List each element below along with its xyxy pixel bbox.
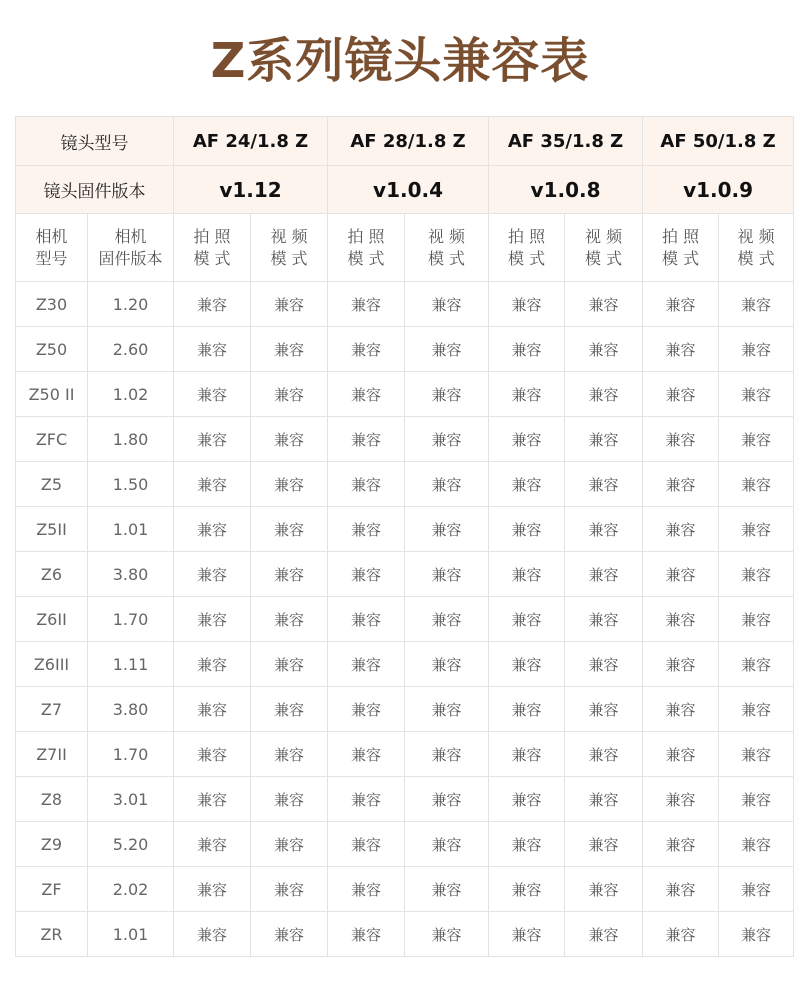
video-compat-cell: 兼容 bbox=[405, 462, 489, 507]
table-row bbox=[16, 867, 794, 912]
camera-model-cell: Z7II bbox=[16, 732, 88, 777]
video-compat-cell: 兼容 bbox=[251, 282, 328, 327]
video-mode-header: 视 频 模 式 bbox=[251, 214, 328, 282]
video-compat-cell: 兼容 bbox=[565, 732, 643, 777]
photo-mode-header: 拍 照 模 式 bbox=[643, 214, 719, 282]
photo-compat-cell: 兼容 bbox=[328, 822, 405, 867]
camera-firmware-cell: 1.02 bbox=[88, 372, 174, 417]
video-compat-cell: 兼容 bbox=[251, 552, 328, 597]
photo-compat-cell: 兼容 bbox=[489, 552, 565, 597]
camera-firmware-cell: 3.80 bbox=[88, 687, 174, 732]
photo-compat-cell: 兼容 bbox=[328, 462, 405, 507]
lens-model-label: 镜头型号 bbox=[16, 117, 174, 166]
video-compat-cell: 兼容 bbox=[719, 822, 794, 867]
photo-compat-cell: 兼容 bbox=[328, 732, 405, 777]
video-compat-cell: 兼容 bbox=[405, 597, 489, 642]
video-compat-cell: 兼容 bbox=[719, 417, 794, 462]
photo-compat-cell: 兼容 bbox=[643, 687, 719, 732]
photo-compat-cell: 兼容 bbox=[174, 777, 251, 822]
camera-firmware-header: 相机 固件版本 bbox=[88, 214, 174, 282]
video-compat-cell: 兼容 bbox=[405, 732, 489, 777]
table-row bbox=[16, 462, 794, 507]
photo-compat-cell: 兼容 bbox=[328, 642, 405, 687]
video-compat-cell: 兼容 bbox=[251, 912, 328, 957]
video-compat-cell: 兼容 bbox=[405, 552, 489, 597]
camera-firmware-cell: 2.60 bbox=[88, 327, 174, 372]
video-compat-cell: 兼容 bbox=[719, 462, 794, 507]
video-compat-cell: 兼容 bbox=[405, 687, 489, 732]
camera-firmware-cell: 1.11 bbox=[88, 642, 174, 687]
photo-compat-cell: 兼容 bbox=[489, 372, 565, 417]
video-compat-cell: 兼容 bbox=[719, 867, 794, 912]
lens-firmware-version: v1.0.9 bbox=[643, 166, 794, 214]
video-compat-cell: 兼容 bbox=[405, 822, 489, 867]
photo-compat-cell: 兼容 bbox=[328, 507, 405, 552]
lens-model-name: AF 50/1.8 Z bbox=[643, 117, 794, 166]
photo-compat-cell: 兼容 bbox=[489, 327, 565, 372]
camera-model-cell: Z8 bbox=[16, 777, 88, 822]
video-compat-cell: 兼容 bbox=[719, 507, 794, 552]
photo-compat-cell: 兼容 bbox=[643, 777, 719, 822]
page-title: Z系列镜头兼容表 bbox=[210, 33, 590, 89]
camera-firmware-cell: 2.02 bbox=[88, 867, 174, 912]
lens-firmware-version: v1.0.4 bbox=[328, 166, 489, 214]
camera-model-cell: Z9 bbox=[16, 822, 88, 867]
camera-model-cell: Z30 bbox=[16, 282, 88, 327]
video-compat-cell: 兼容 bbox=[251, 867, 328, 912]
table-row bbox=[16, 282, 794, 327]
photo-compat-cell: 兼容 bbox=[489, 642, 565, 687]
camera-firmware-cell: 5.20 bbox=[88, 822, 174, 867]
photo-compat-cell: 兼容 bbox=[489, 282, 565, 327]
video-compat-cell: 兼容 bbox=[251, 597, 328, 642]
video-compat-cell: 兼容 bbox=[719, 552, 794, 597]
camera-model-cell: Z6II bbox=[16, 597, 88, 642]
photo-compat-cell: 兼容 bbox=[643, 282, 719, 327]
camera-firmware-cell: 1.50 bbox=[88, 462, 174, 507]
photo-compat-cell: 兼容 bbox=[328, 597, 405, 642]
lens-model-name: AF 35/1.8 Z bbox=[489, 117, 643, 166]
video-compat-cell: 兼容 bbox=[565, 777, 643, 822]
lens-firmware-row bbox=[16, 166, 794, 214]
video-compat-cell: 兼容 bbox=[565, 642, 643, 687]
video-compat-cell: 兼容 bbox=[251, 642, 328, 687]
video-compat-cell: 兼容 bbox=[565, 597, 643, 642]
video-compat-cell: 兼容 bbox=[251, 822, 328, 867]
video-compat-cell: 兼容 bbox=[565, 282, 643, 327]
photo-compat-cell: 兼容 bbox=[328, 912, 405, 957]
video-compat-cell: 兼容 bbox=[565, 372, 643, 417]
camera-firmware-cell: 1.20 bbox=[88, 282, 174, 327]
lens-firmware-version: v1.0.8 bbox=[489, 166, 643, 214]
photo-compat-cell: 兼容 bbox=[643, 507, 719, 552]
photo-compat-cell: 兼容 bbox=[174, 732, 251, 777]
photo-compat-cell: 兼容 bbox=[328, 552, 405, 597]
lens-firmware-label: 镜头固件版本 bbox=[16, 166, 174, 214]
photo-compat-cell: 兼容 bbox=[328, 777, 405, 822]
photo-compat-cell: 兼容 bbox=[328, 282, 405, 327]
photo-compat-cell: 兼容 bbox=[643, 372, 719, 417]
photo-compat-cell: 兼容 bbox=[643, 597, 719, 642]
photo-compat-cell: 兼容 bbox=[174, 282, 251, 327]
photo-compat-cell: 兼容 bbox=[643, 327, 719, 372]
photo-compat-cell: 兼容 bbox=[174, 507, 251, 552]
video-compat-cell: 兼容 bbox=[251, 687, 328, 732]
photo-compat-cell: 兼容 bbox=[174, 417, 251, 462]
table-row bbox=[16, 777, 794, 822]
photo-compat-cell: 兼容 bbox=[174, 822, 251, 867]
photo-compat-cell: 兼容 bbox=[174, 687, 251, 732]
video-compat-cell: 兼容 bbox=[565, 417, 643, 462]
photo-compat-cell: 兼容 bbox=[174, 642, 251, 687]
camera-model-cell: Z50 II bbox=[16, 372, 88, 417]
camera-model-cell: Z50 bbox=[16, 327, 88, 372]
video-compat-cell: 兼容 bbox=[565, 552, 643, 597]
video-compat-cell: 兼容 bbox=[719, 687, 794, 732]
video-compat-cell: 兼容 bbox=[719, 597, 794, 642]
camera-model-header: 相机 型号 bbox=[16, 214, 88, 282]
photo-compat-cell: 兼容 bbox=[643, 867, 719, 912]
table-row bbox=[16, 507, 794, 552]
video-compat-cell: 兼容 bbox=[565, 687, 643, 732]
photo-compat-cell: 兼容 bbox=[328, 372, 405, 417]
photo-compat-cell: 兼容 bbox=[174, 327, 251, 372]
photo-compat-cell: 兼容 bbox=[489, 867, 565, 912]
camera-firmware-cell: 1.01 bbox=[88, 507, 174, 552]
table-row bbox=[16, 372, 794, 417]
photo-compat-cell: 兼容 bbox=[328, 417, 405, 462]
camera-model-cell: Z7 bbox=[16, 687, 88, 732]
photo-mode-header: 拍 照 模 式 bbox=[174, 214, 251, 282]
camera-model-cell: ZFC bbox=[16, 417, 88, 462]
camera-firmware-cell: 1.70 bbox=[88, 597, 174, 642]
video-compat-cell: 兼容 bbox=[251, 417, 328, 462]
photo-compat-cell: 兼容 bbox=[489, 822, 565, 867]
video-compat-cell: 兼容 bbox=[719, 912, 794, 957]
video-compat-cell: 兼容 bbox=[565, 327, 643, 372]
video-compat-cell: 兼容 bbox=[405, 282, 489, 327]
camera-model-cell: Z5 bbox=[16, 462, 88, 507]
video-compat-cell: 兼容 bbox=[719, 282, 794, 327]
video-compat-cell: 兼容 bbox=[565, 822, 643, 867]
table-row bbox=[16, 732, 794, 777]
photo-compat-cell: 兼容 bbox=[489, 597, 565, 642]
photo-compat-cell: 兼容 bbox=[489, 777, 565, 822]
photo-compat-cell: 兼容 bbox=[643, 822, 719, 867]
photo-compat-cell: 兼容 bbox=[328, 867, 405, 912]
camera-model-cell: Z5II bbox=[16, 507, 88, 552]
photo-compat-cell: 兼容 bbox=[174, 552, 251, 597]
video-compat-cell: 兼容 bbox=[405, 867, 489, 912]
photo-compat-cell: 兼容 bbox=[643, 732, 719, 777]
camera-model-cell: Z6III bbox=[16, 642, 88, 687]
video-compat-cell: 兼容 bbox=[405, 372, 489, 417]
photo-compat-cell: 兼容 bbox=[489, 732, 565, 777]
table-row bbox=[16, 597, 794, 642]
compatibility-table bbox=[15, 116, 794, 957]
video-compat-cell: 兼容 bbox=[251, 777, 328, 822]
photo-compat-cell: 兼容 bbox=[643, 462, 719, 507]
video-compat-cell: 兼容 bbox=[565, 462, 643, 507]
photo-compat-cell: 兼容 bbox=[174, 372, 251, 417]
photo-mode-header: 拍 照 模 式 bbox=[489, 214, 565, 282]
camera-firmware-cell: 1.70 bbox=[88, 732, 174, 777]
column-subheader-row bbox=[16, 214, 794, 282]
photo-mode-header: 拍 照 模 式 bbox=[328, 214, 405, 282]
video-compat-cell: 兼容 bbox=[719, 642, 794, 687]
video-mode-header: 视 频 模 式 bbox=[405, 214, 489, 282]
video-compat-cell: 兼容 bbox=[251, 732, 328, 777]
video-compat-cell: 兼容 bbox=[719, 327, 794, 372]
video-compat-cell: 兼容 bbox=[565, 867, 643, 912]
table-row bbox=[16, 552, 794, 597]
table-row bbox=[16, 642, 794, 687]
lens-firmware-version: v1.12 bbox=[174, 166, 328, 214]
photo-compat-cell: 兼容 bbox=[489, 462, 565, 507]
photo-compat-cell: 兼容 bbox=[174, 867, 251, 912]
table-row bbox=[16, 687, 794, 732]
photo-compat-cell: 兼容 bbox=[174, 597, 251, 642]
photo-compat-cell: 兼容 bbox=[643, 417, 719, 462]
photo-compat-cell: 兼容 bbox=[174, 912, 251, 957]
camera-firmware-cell: 3.01 bbox=[88, 777, 174, 822]
video-compat-cell: 兼容 bbox=[719, 372, 794, 417]
photo-compat-cell: 兼容 bbox=[643, 642, 719, 687]
photo-compat-cell: 兼容 bbox=[643, 912, 719, 957]
lens-model-name: AF 28/1.8 Z bbox=[328, 117, 489, 166]
video-compat-cell: 兼容 bbox=[565, 912, 643, 957]
video-compat-cell: 兼容 bbox=[405, 642, 489, 687]
table-row bbox=[16, 417, 794, 462]
video-compat-cell: 兼容 bbox=[251, 327, 328, 372]
photo-compat-cell: 兼容 bbox=[489, 912, 565, 957]
video-compat-cell: 兼容 bbox=[251, 507, 328, 552]
camera-firmware-cell: 1.80 bbox=[88, 417, 174, 462]
video-compat-cell: 兼容 bbox=[405, 327, 489, 372]
video-compat-cell: 兼容 bbox=[405, 912, 489, 957]
camera-firmware-cell: 1.01 bbox=[88, 912, 174, 957]
video-compat-cell: 兼容 bbox=[251, 462, 328, 507]
table-row bbox=[16, 912, 794, 957]
video-compat-cell: 兼容 bbox=[565, 507, 643, 552]
photo-compat-cell: 兼容 bbox=[489, 687, 565, 732]
photo-compat-cell: 兼容 bbox=[174, 462, 251, 507]
photo-compat-cell: 兼容 bbox=[643, 552, 719, 597]
lens-model-row bbox=[16, 117, 794, 166]
photo-compat-cell: 兼容 bbox=[328, 327, 405, 372]
video-mode-header: 视 频 模 式 bbox=[565, 214, 643, 282]
lens-model-name: AF 24/1.8 Z bbox=[174, 117, 328, 166]
photo-compat-cell: 兼容 bbox=[328, 687, 405, 732]
table-row bbox=[16, 822, 794, 867]
camera-model-cell: ZR bbox=[16, 912, 88, 957]
camera-model-cell: Z6 bbox=[16, 552, 88, 597]
camera-firmware-cell: 3.80 bbox=[88, 552, 174, 597]
video-compat-cell: 兼容 bbox=[405, 777, 489, 822]
video-compat-cell: 兼容 bbox=[719, 777, 794, 822]
table-row bbox=[16, 327, 794, 372]
video-compat-cell: 兼容 bbox=[405, 417, 489, 462]
video-mode-header: 视 频 模 式 bbox=[719, 214, 794, 282]
video-compat-cell: 兼容 bbox=[405, 507, 489, 552]
photo-compat-cell: 兼容 bbox=[489, 417, 565, 462]
photo-compat-cell: 兼容 bbox=[489, 507, 565, 552]
camera-model-cell: ZF bbox=[16, 867, 88, 912]
video-compat-cell: 兼容 bbox=[719, 732, 794, 777]
video-compat-cell: 兼容 bbox=[251, 372, 328, 417]
